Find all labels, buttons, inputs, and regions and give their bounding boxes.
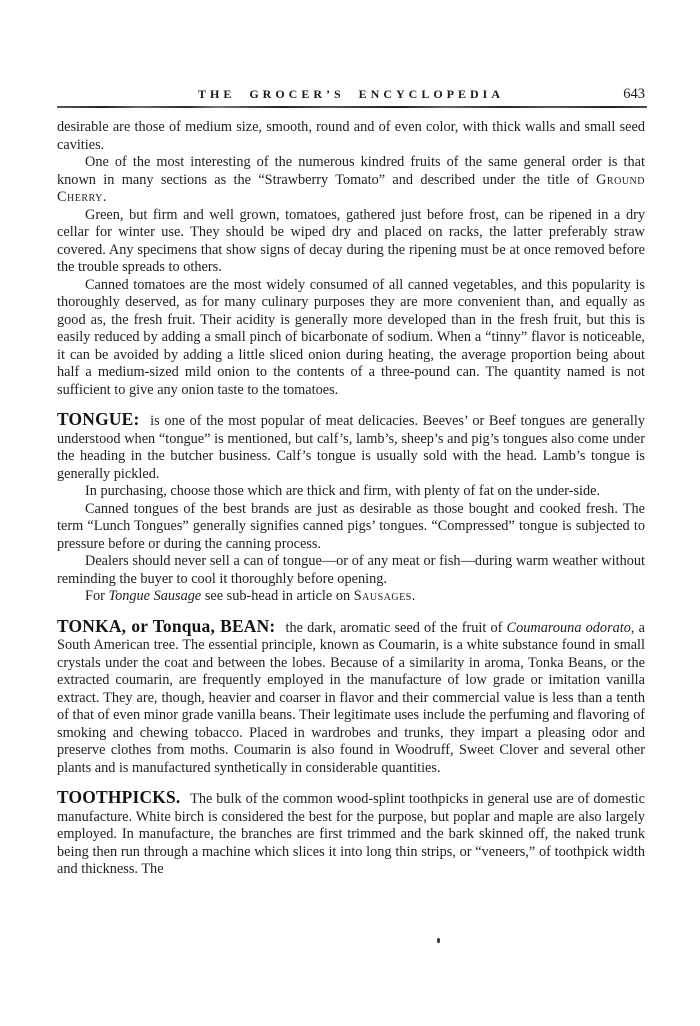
entry-toothpicks <box>57 789 645 879</box>
text-segment: Canned tomatoes are the most widely consumed of all canned vegetables, and this popularity is thoroughly deserved, as for many culinary purposes they are more convenient than, and equally as good as, the fresh fruit. Their acidity is generally more developed than in the fresh fruit, but this is easily reduced by adding a small pinch of bicarbonate of sodium. When a “tinny” flavor is noticeable, it can be avoided by adding a little sliced onion during heating, the average proportion being about half a medium-sized mild onion to the contents of a three-pound can. The quantity named is not sufficient to give any onion taste to the tomatoes. <box>57 276 645 398</box>
text-segment: desirable are those of medium size, smooth, round and of even color, with thick walls and small seed cavities. <box>57 119 645 153</box>
text-segment: Tongue Sausage <box>108 588 202 604</box>
page-number: 643 <box>623 86 645 102</box>
text-segment: Ground Cherry <box>57 171 645 205</box>
paragraph <box>57 154 645 207</box>
entry-tonka-bean <box>57 615 645 778</box>
paragraph <box>57 501 645 554</box>
header-rule <box>57 106 647 108</box>
page-header <box>57 87 645 103</box>
text-segment: The bulk of the common wood-splint toothpicks in general use are of domestic manufacture. White birch is considered the best for the purpose, but poplar and maple are also largely employed. In manufacture, the branches are first trimmed and the bark skinned off, the naked trunk being then run through a machine which slices it into long thin strips, or “veneers,” of toothpick width and thickness. The <box>57 791 645 877</box>
text-segment: , a South American tree. The essential principle, known as Coumarin, is a white substance found in small crystals under the coat and between the lobes. Because of a similarity in aroma, Tonka Beans, or the extracted coumarin, are frequently employed in the manufacture of low grade or imitation vanilla extract. They are, though, heavier and coarser in flavor and their commercial value is less than a tenth of that of even minor grade vanilla beans. Their legitimate uses include the perfuming and flavoring of smoking and chewing tobacco. Placed in wardrobes and trunks, they impart a pleasing odor and preserve clothes from moths. Coumarin is also found in Woodruff, Sweet Clover and several other plants and is manufactured synthetically in considerable quantities. <box>57 619 645 776</box>
paragraph <box>57 277 645 400</box>
paragraph <box>57 411 645 483</box>
paragraph <box>57 207 645 277</box>
text-segment: Green, but firm and well grown, tomatoes, gathered just before frost, can be ripened in a dry cellar for winter use. They should be wiped dry and placed on racks, the latter preferably straw covered. Any specimens that show signs of decay during the ripening must be at once removed before the trouble spreads to others. <box>57 206 645 275</box>
text-segment: Canned tongues of the best brands are just as desirable as those bought and cooked fresh. The term “Lunch Tongues” generally signifies canned pigs’ tongues. “Compressed” tongue is subjected to pressure before or during the canning process. <box>57 500 645 552</box>
text-segment: . <box>102 189 107 205</box>
page-body <box>57 119 645 879</box>
paragraph <box>57 553 645 588</box>
text-segment: the dark, aromatic seed of the fruit of <box>281 619 507 636</box>
entry-tomato-continued <box>57 119 645 399</box>
paragraph <box>57 588 645 606</box>
text-segment: . <box>411 588 416 604</box>
text-segment: Dealers should never sell a can of tongue—or of any meat or fish—during warm weather without reminding the buyer to cool it thoroughly before opening. <box>57 553 645 587</box>
text-segment: Sausages <box>353 588 412 604</box>
entry-heading: TOOTHPICKS. <box>57 787 181 807</box>
entry-tongue <box>57 411 645 606</box>
text-segment: Coumarouna odorato <box>506 619 631 636</box>
entry-heading: TONKA, or Tonqua, BEAN: <box>57 615 276 636</box>
paragraph <box>57 483 645 501</box>
running-title: THE GROCER’S ENCYCLOPEDIA <box>197 87 505 101</box>
text-segment: In purchasing, choose those which are thick and firm, with plenty of fat on the under-side. <box>85 483 601 499</box>
paragraph <box>57 789 645 879</box>
paragraph <box>57 119 645 154</box>
entry-heading: TONGUE: <box>57 409 140 429</box>
print-artifact-dot <box>437 938 440 943</box>
paragraph <box>57 615 645 778</box>
text-segment: One of the most interesting of the numerous kindred fruits of the same general order is that known in many sections as the “Strawberry Tomato” and described under the title of <box>57 154 645 188</box>
text-segment: see sub-head in article on <box>201 588 354 604</box>
text-segment: For <box>85 588 109 604</box>
text-segment: is one of the most popular of meat delicacies. Beeves’ or Beef tongues are generally understood when “tongue” is mentioned, but calf’s, lamb’s, sheep’s and pig’s tongues also come under the heading in the butcher business. Calf’s tongue is usually sold with the head. Lamb’s tongue is generally pickled. <box>57 413 645 482</box>
